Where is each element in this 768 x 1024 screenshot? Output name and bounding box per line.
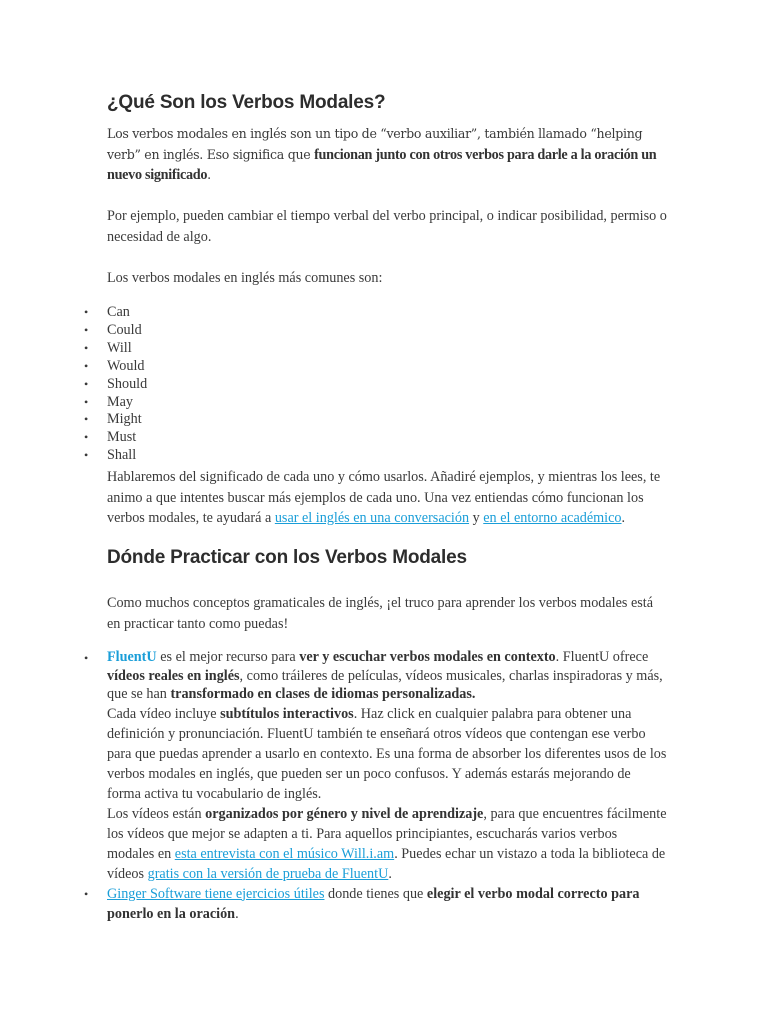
fluentu-bold-3: transformado en clases de idiomas personalizadas. [170,686,476,702]
intro-paragraph [107,124,667,186]
list-item: • Should [84,376,147,394]
list-item-fluentu [84,648,668,884]
paragraph-common: Los verbos modales en inglés más comunes son: [107,270,383,286]
ginger-link[interactable]: Ginger Software tiene ejercicios útiles [107,885,325,902]
fluentu-details [107,704,668,804]
list-item: • Shall [84,447,147,465]
hablaremos-text: Hablaremos del significado de cada uno y cómo usarlos. Añadiré ejemplos, y mientras los lees, te animo a que intentes buscar más ejemplos de cada uno. Una vez entiendas cómo funcionan los verbos modales, te ayudará a [107,469,661,526]
hablaremos-mid: y [469,510,484,526]
fluentu-text-1: es el mejor recurso para [156,649,300,665]
paragraph-practicar: Como muchos conceptos gramaticales de inglés, ¡el truco para aprender los verbos modales está en practicar tanto como puedas! [107,595,654,632]
intro-text: Los verbos modales en inglés son un tipo de “verbo auxiliar”, también llamado “helping verb” en inglés. Eso significa que [107,126,643,162]
section-heading-que-son: ¿Qué Son los Verbos Modales? [107,92,386,113]
fluentu-text-2: . FluentU ofrece [555,649,649,665]
list-item: • Could [84,322,147,340]
list-item: • Must [84,429,147,447]
list-item: • May [84,394,147,412]
ginger-text-2: . [235,905,239,922]
fluentu-bold-2: vídeos reales en inglés [107,667,240,684]
paragraph-example: Por ejemplo, pueden cambiar el tiempo verbal del verbo principal, o indicar posibilidad, permiso o necesidad de algo. [107,208,667,245]
conversation-link[interactable]: usar el inglés en una conversación [274,510,470,526]
list-item: • Might [84,411,147,429]
intro-end: . [207,167,211,182]
section-heading-donde-practicar: Dónde Practicar con los Verbos Modales [107,547,467,568]
intro-bold: funcionan junto con otros verbos para darle a la oración un nuevo significado [107,146,657,183]
list-item-ginger [84,884,668,924]
fluentu-bold-1: ver y escuchar verbos modales en contexto [299,649,556,665]
william-interview-link[interactable]: esta entrevista con el músico Will.i.am [174,845,395,862]
resources-list [84,648,668,924]
fluentu-text-7: , para que encuentres fácilmente los vídeos que mejor se adapten a ti. Para aquellos principiantes, escucharás varios verbos modales en [107,805,667,862]
fluentu-text-5: . Haz click en cualquier palabra para obtener una definición y pronunciación. FluentU también te enseñará otros vídeos que contengan ese verbo para que puedas aprender a usarlo en contexto. Es una forma de absorber los diferentes usos de los verbos modales en inglés, que pueden ser un poco confusos. Y además estarás mejorando de forma activa tu vocabulario de inglés. [107,705,667,802]
fluentu-link[interactable]: FluentU [107,649,157,665]
fluentu-organized [107,804,668,884]
hablaremos-end: . [621,510,626,526]
list-item: • Will [84,340,147,358]
ginger-bold: elegir el verbo modal correcto para ponerlo en la oración [107,885,640,922]
list-item: • Can [84,304,147,322]
fluentu-text-8: . Puedes echar un vistazo a toda la biblioteca de vídeos [107,845,666,882]
paragraph-hablaremos [107,467,667,529]
fluentu-text-6: Los vídeos están [107,805,206,822]
fluentu-text-9: . [388,865,392,882]
fluentu-intro [107,648,668,704]
fluentu-text-3: , como tráileres de películas, vídeos musicales, charlas inspiradoras y más, que se han [107,667,663,702]
fluentu-bold-4: subtítulos interactivos [220,705,354,722]
fluentu-text-4: Cada vídeo incluye [107,705,221,722]
modal-verbs-list [84,304,147,465]
list-item: • Would [84,358,147,376]
ginger-text-1: donde tienes que [324,885,427,902]
fluentu-bold-5: organizados por género y nivel de aprendizaje [205,805,484,822]
fluentu-trial-link[interactable]: gratis con la versión de prueba de FluentU [147,865,389,882]
academic-link[interactable]: en el entorno académico [483,510,622,526]
